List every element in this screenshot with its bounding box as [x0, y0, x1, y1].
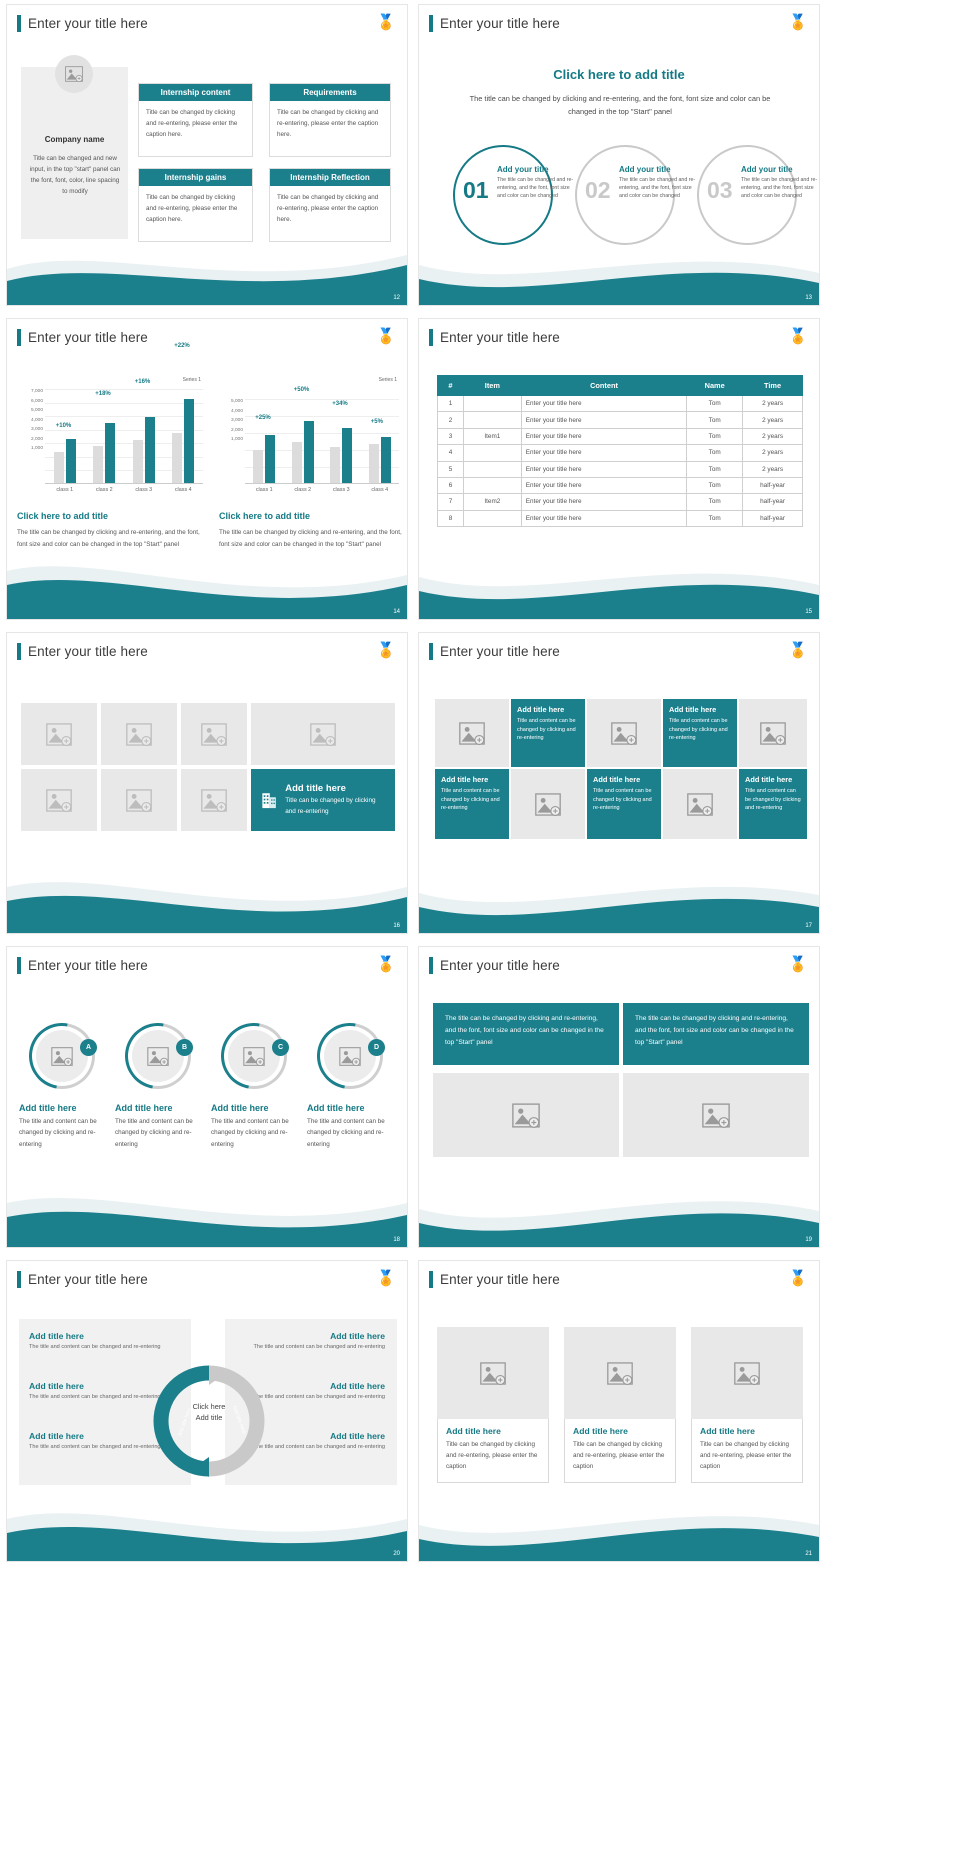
card-title: Add title here	[593, 775, 641, 784]
page-number: 16	[393, 923, 400, 929]
title-accent-bar	[429, 1271, 433, 1288]
column-2[interactable]	[564, 1327, 676, 1483]
title-accent-bar	[429, 15, 433, 32]
crest-logo-icon: 🏅	[376, 956, 396, 973]
column-text-3	[691, 1419, 803, 1483]
image-placeholder-2[interactable]	[564, 1327, 676, 1419]
table-row[interactable]: 2 Enter your title here Tom 2 years	[438, 412, 803, 428]
card-internship-gains[interactable]	[138, 168, 253, 242]
row-desc: The title and content can be changed and re-entering	[29, 1344, 161, 1350]
caption-text-1: The title can be changed by clicking and re-entering, and the font, font size and color can be changed in the top "Start" panel	[17, 529, 200, 548]
title-accent-bar	[429, 957, 433, 974]
circle-number-1: 01	[463, 177, 489, 203]
card-desc: Title and content can be changed by clicking and re-entering	[745, 788, 801, 812]
crest-logo-icon: 🏅	[376, 328, 396, 345]
page-title: Enter your title here	[28, 644, 148, 659]
slide-15[interactable]	[418, 318, 820, 620]
circle-text-3	[741, 165, 819, 201]
ring-d	[317, 1023, 383, 1089]
chart-legend-2: Series 1	[378, 377, 397, 383]
column-text-2	[564, 1419, 676, 1483]
slide-header	[429, 1271, 560, 1288]
image-placeholder-3[interactable]	[181, 703, 247, 765]
row-desc: The title and content can be changed and re-entering	[253, 1344, 385, 1350]
crest-logo-icon: 🏅	[376, 1270, 396, 1287]
table-row[interactable]: 7 Item2 Enter your title here Tom half-year	[438, 494, 803, 510]
page-title: Enter your title here	[440, 644, 560, 659]
crest-logo-icon: 🏅	[788, 1270, 808, 1287]
text-block-2[interactable]: The title can be changed by clicking and re-entering, and the font, font size and color can be changed in the top "Start" panel	[623, 1003, 809, 1065]
column-title: Add title here	[446, 1426, 501, 1436]
y-axis-labels-2: 5,000 4,000 3,000 2,000 1,000	[230, 399, 243, 442]
row-right-1[interactable]	[235, 1331, 385, 1352]
image-placeholder-icon[interactable]	[55, 55, 93, 93]
crest-logo-icon: 🏅	[788, 956, 808, 973]
wave-decoration	[7, 1177, 407, 1247]
badge-c: C	[272, 1039, 289, 1056]
page-title: Enter your title here	[440, 1272, 560, 1287]
card-header: Internship content	[139, 84, 252, 101]
slide-13[interactable]	[418, 4, 820, 306]
table-row[interactable]: 8 Enter your title here Tom half-year	[438, 510, 803, 526]
title-accent-bar	[429, 643, 433, 660]
image-placeholder-2[interactable]	[587, 699, 661, 767]
circle-text-1	[497, 165, 575, 201]
image-placeholder-5[interactable]	[21, 769, 97, 831]
page-number: 19	[805, 1237, 812, 1243]
crest-logo-icon: 🏅	[788, 328, 808, 345]
row-title: Add title here	[29, 1331, 84, 1341]
x-axis-labels-1: class 1 class 2 class 3 class 4	[56, 487, 192, 493]
company-description: Title can be changed and new input, in the top "start" panel can the font, font, color, line spacing to modify	[29, 155, 121, 196]
table-row[interactable]: 4 Enter your title here Tom 2 years	[438, 445, 803, 461]
image-placeholder-icon[interactable]	[228, 1030, 280, 1082]
image-placeholder-3[interactable]	[739, 699, 807, 767]
y-axis-labels-1: 7,000 6,000 5,000 4,000 3,000 2,000 1,000	[30, 389, 43, 451]
image-placeholder-icon[interactable]	[36, 1030, 88, 1082]
row-left-1[interactable]	[29, 1331, 179, 1352]
card-header: Internship Reflection	[270, 169, 390, 186]
row-desc: The title and content can be changed and re-entering	[29, 1394, 161, 1400]
column-1[interactable]	[437, 1327, 549, 1483]
row-title: Add title here	[29, 1431, 84, 1441]
text-block-1[interactable]: The title can be changed by clicking and re-entering, and the font, font size and color can be changed in the top "Start" panel	[433, 1003, 619, 1065]
slide-16[interactable]	[6, 632, 408, 934]
page-number: 14	[393, 609, 400, 615]
table-row[interactable]: 6 Enter your title here Tom half-year	[438, 477, 803, 493]
item-desc: The title and content can be changed by clicking and re-entering	[307, 1118, 385, 1148]
th-name: Name	[687, 376, 743, 396]
image-placeholder-7[interactable]	[181, 769, 247, 831]
wave-decoration	[419, 863, 819, 933]
arrow-label-left: Add title here	[177, 1407, 193, 1437]
title-accent-bar	[17, 1271, 21, 1288]
row-desc: The title and content can be changed and re-entering	[253, 1394, 385, 1400]
card-body: Title can be changed by clicking and re-entering, please enter the caption here.	[146, 109, 238, 139]
card-desc: Title and content can be changed by clicking and re-entering	[669, 718, 728, 742]
th-index: #	[438, 376, 464, 396]
feature-title: Add title here	[285, 783, 346, 795]
text-card-2[interactable]	[663, 699, 737, 767]
image-placeholder-1[interactable]	[433, 1073, 619, 1157]
ring-b	[125, 1023, 191, 1089]
title-accent-bar	[17, 643, 21, 660]
slide-header	[17, 329, 148, 346]
text-card-5[interactable]	[739, 769, 807, 839]
wave-decoration	[7, 1491, 407, 1561]
circle-desc-3: The title can be changed and re-entering, and the font, font size and color can be changed	[741, 177, 818, 200]
crest-logo-icon: 🏅	[788, 14, 808, 31]
wave-decoration	[419, 549, 819, 619]
title-accent-bar	[429, 329, 433, 346]
slide-12[interactable]	[6, 4, 408, 306]
column-desc: Title can be changed by clicking and re-entering, please enter the caption	[700, 1441, 792, 1471]
ring-c	[221, 1023, 287, 1089]
slide-14[interactable]	[6, 318, 408, 620]
badge-d: D	[368, 1039, 385, 1056]
item-desc: The title and content can be changed by clicking and re-entering	[115, 1118, 193, 1148]
page-title: Enter your title here	[28, 330, 148, 345]
image-placeholder-2[interactable]	[101, 703, 177, 765]
caption-text-2: The title can be changed by clicking and re-entering, and the font, font size and color can be changed in the top "Start" panel	[219, 529, 402, 548]
card-desc: Title and content can be changed by clicking and re-entering	[441, 788, 500, 812]
image-placeholder-3[interactable]	[691, 1327, 803, 1419]
circle-desc-2: The title can be changed and re-entering, and the font, font size and color can be changed	[619, 177, 696, 200]
page-title: Enter your title here	[440, 16, 560, 31]
slide-header	[17, 15, 148, 32]
image-placeholder-4[interactable]	[511, 769, 585, 839]
card-requirements[interactable]	[269, 83, 391, 157]
page-number: 17	[805, 923, 812, 929]
circle-desc-1: The title can be changed and re-entering, and the font, font size and color can be changed	[497, 177, 574, 200]
row-desc: The title and content can be changed and re-entering	[253, 1444, 385, 1450]
title-accent-bar	[17, 15, 21, 32]
card-header: Requirements	[270, 84, 390, 101]
item-title: Add title here	[115, 1103, 173, 1113]
slide-18[interactable]	[6, 946, 408, 1248]
badge-a: A	[80, 1039, 97, 1056]
crest-logo-icon: 🏅	[788, 642, 808, 659]
arrow-label-right: Add title here	[231, 1405, 247, 1435]
image-placeholder-2[interactable]	[623, 1073, 809, 1157]
circle-title-1: Add your title	[497, 165, 549, 174]
row-title: Add title here	[330, 1331, 385, 1341]
circle-text-2	[619, 165, 697, 201]
plot-area-1: +10% +18% +16% +22%	[45, 389, 203, 484]
item-a[interactable]	[19, 1023, 105, 1150]
column-desc: Title can be changed by clicking and re-entering, please enter the caption	[573, 1441, 665, 1471]
chart-legend-1: Series 1	[182, 377, 201, 383]
page-title: Enter your title here	[28, 958, 148, 973]
card-desc: Title and content can be changed by clicking and re-entering	[593, 788, 652, 812]
feature-card[interactable]	[251, 769, 395, 831]
page-number: 12	[393, 295, 400, 301]
title-accent-bar	[17, 957, 21, 974]
image-placeholder-icon[interactable]	[132, 1030, 184, 1082]
row-title: Add title here	[330, 1381, 385, 1391]
circle-number-3: 03	[707, 177, 733, 203]
row-desc: The title and content can be changed and re-entering	[29, 1444, 161, 1450]
item-title: Add title here	[307, 1103, 365, 1113]
item-desc: The title and content can be changed by clicking and re-entering	[19, 1118, 97, 1148]
row-title: Add title here	[29, 1381, 84, 1391]
badge-b: B	[176, 1039, 193, 1056]
plot-area-2: +25% +50% +34% +5%	[245, 389, 399, 484]
section-heading: Click here to add title	[553, 67, 685, 82]
item-title: Add title here	[211, 1103, 269, 1113]
ring-a	[29, 1023, 95, 1089]
row-title: Add title here	[330, 1431, 385, 1441]
column-title: Add title here	[573, 1426, 628, 1436]
page-title: Enter your title here	[28, 16, 148, 31]
column-text-1	[437, 1419, 549, 1483]
page-number: 18	[393, 1237, 400, 1243]
page-title: Enter your title here	[440, 330, 560, 345]
slide-header	[17, 1271, 148, 1288]
card-internship-reflection[interactable]	[269, 168, 391, 242]
slide-header	[17, 643, 148, 660]
crest-logo-icon: 🏅	[376, 642, 396, 659]
image-placeholder-icon[interactable]	[324, 1030, 376, 1082]
data-table[interactable]	[437, 375, 803, 527]
item-b[interactable]	[115, 1023, 201, 1150]
card-internship-content[interactable]	[138, 83, 253, 157]
table-row[interactable]: 3 Item1 Enter your title here Tom 2 years	[438, 428, 803, 444]
page-number: 15	[805, 609, 812, 615]
caption-title-2: Click here to add title	[219, 511, 311, 521]
crest-logo-icon: 🏅	[376, 14, 396, 31]
wave-decoration	[419, 235, 819, 305]
circle-title-2: Add your title	[619, 165, 671, 174]
card-title: Add title here	[517, 705, 565, 714]
th-item: Item	[463, 376, 521, 396]
bar-chart-2	[217, 377, 403, 497]
slide-21[interactable]	[418, 1260, 820, 1562]
image-placeholder-6[interactable]	[101, 769, 177, 831]
page-title: Enter your title here	[440, 958, 560, 973]
company-name: Company name	[44, 135, 105, 144]
page-title: Enter your title here	[28, 1272, 148, 1287]
slide-header	[429, 957, 560, 974]
page-number: 13	[805, 295, 812, 301]
slide-header	[17, 957, 148, 974]
caption-title-1: Click here to add title	[17, 511, 109, 521]
page-number: 20	[393, 1551, 400, 1557]
card-desc: Title and content can be changed by clicking and re-entering	[517, 718, 576, 742]
item-c[interactable]	[211, 1023, 297, 1150]
slide-header	[429, 329, 560, 346]
wave-decoration	[419, 1491, 819, 1561]
text-card-4[interactable]	[587, 769, 661, 839]
title-accent-bar	[17, 329, 21, 346]
table-row[interactable]: 5 Enter your title here Tom 2 years	[438, 461, 803, 477]
slide-17[interactable]	[418, 632, 820, 934]
table-header-row	[438, 376, 803, 396]
item-desc: The title and content can be changed by clicking and re-entering	[211, 1118, 289, 1148]
column-title: Add title here	[700, 1426, 755, 1436]
cycle-diagram[interactable]	[153, 1365, 265, 1477]
section-subtitle: The title can be changed by clicking and re-entering, and the font, font size and color can be changed in the top "Start" panel	[469, 94, 771, 116]
page-number: 21	[805, 1551, 812, 1557]
card-header: Internship gains	[139, 169, 252, 186]
circle-number-2: 02	[585, 177, 611, 203]
table-row[interactable]: 1 Enter your title here Tom 2 years	[438, 396, 803, 412]
column-desc: Title can be changed by clicking and re-entering, please enter the caption	[446, 1441, 538, 1471]
image-placeholder-4[interactable]	[251, 703, 395, 765]
feature-desc: Title can be changed by clicking and re-entering	[285, 797, 376, 815]
circle-title-3: Add your title	[741, 165, 793, 174]
card-body: Title can be changed by clicking and re-entering, please enter the caption here.	[146, 194, 238, 224]
item-d[interactable]	[307, 1023, 393, 1150]
building-icon	[261, 787, 277, 813]
image-placeholder-1[interactable]	[437, 1327, 549, 1419]
wave-decoration	[7, 549, 407, 619]
item-title: Add title here	[19, 1103, 77, 1113]
card-title: Add title here	[669, 705, 717, 714]
th-content: Content	[521, 376, 686, 396]
image-placeholder-5[interactable]	[663, 769, 737, 839]
slide-header	[429, 643, 560, 660]
wave-decoration	[7, 235, 407, 305]
card-title: Add title here	[745, 775, 793, 784]
slide-header	[429, 15, 560, 32]
slide-20[interactable]	[6, 1260, 408, 1562]
card-body: Title can be changed by clicking and re-entering, please enter the caption here.	[277, 109, 379, 139]
text-card-3[interactable]	[435, 769, 509, 839]
text-card-1[interactable]	[511, 699, 585, 767]
bar-chart-1	[17, 343, 207, 497]
wave-decoration	[7, 863, 407, 933]
slide-19[interactable]	[418, 946, 820, 1248]
image-placeholder-1[interactable]	[435, 699, 509, 767]
card-body: Title can be changed by clicking and re-entering, please enter the caption here.	[277, 194, 379, 224]
cycle-center-label: Click here Add title	[192, 1402, 226, 1423]
image-placeholder-1[interactable]	[21, 703, 97, 765]
column-3[interactable]	[691, 1327, 803, 1483]
x-axis-labels-2: class 1 class 2 class 3 class 4	[255, 487, 389, 493]
card-title: Add title here	[441, 775, 489, 784]
th-time: Time	[743, 376, 803, 396]
wave-decoration	[419, 1177, 819, 1247]
